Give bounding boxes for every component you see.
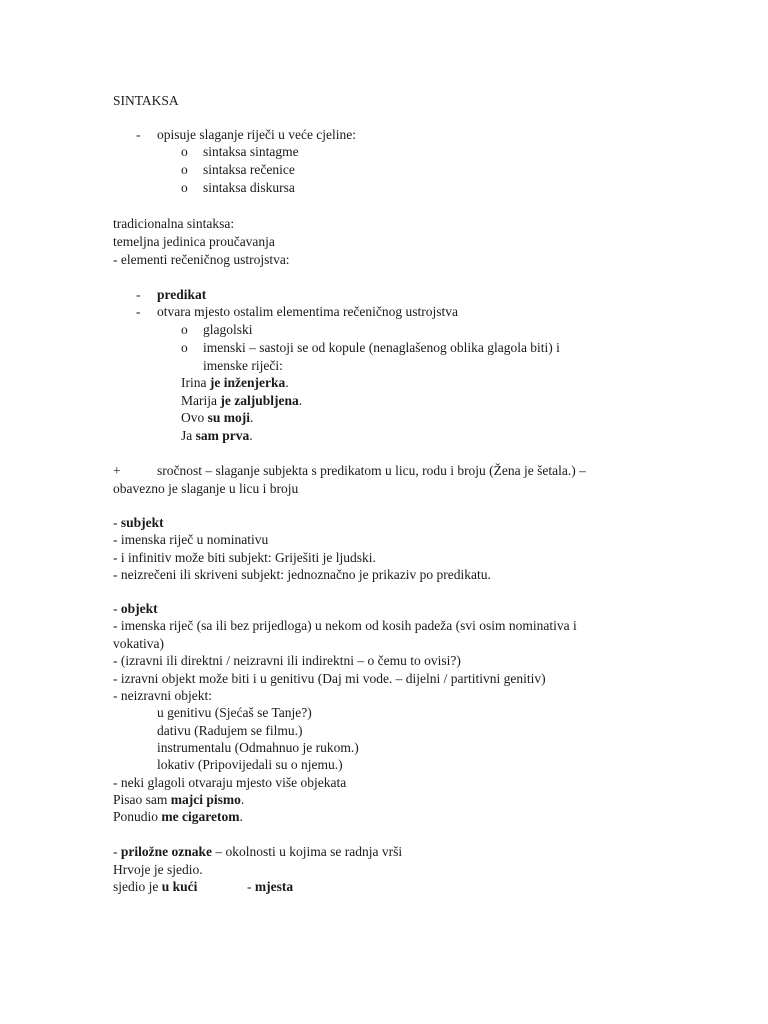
example-bold: je zaljubljena (220, 393, 299, 408)
text-line: - neki glagoli otvaraju mjesto više objekata (113, 775, 347, 790)
heading-dash: - (113, 601, 121, 616)
text-line: - elementi rečeničnog ustrojstva: (113, 252, 290, 267)
case-line: u genitivu (Sjećaš se Tanje?) (157, 705, 312, 720)
doc-title: SINTAKSA (113, 93, 179, 108)
example-text: Ovo (181, 410, 208, 425)
example-bold: sam prva (195, 428, 250, 443)
intro-bullet-text: opisuje slaganje riječi u veće cjeline: (157, 127, 357, 142)
sub-bullet-mark: o (181, 340, 188, 355)
text-line: - imenska riječ u nominativu (113, 532, 269, 547)
sub-bullet-text: sintaksa rečenice (203, 162, 295, 177)
subjekt-heading: subjekt (120, 515, 164, 530)
predikat-heading: predikat (157, 287, 207, 302)
example-text: Ponudio (113, 809, 162, 824)
example-text: Marija (181, 393, 221, 408)
sub-bullet-mark: o (181, 162, 188, 177)
adv-tag-line (247, 878, 293, 896)
sub-bullet-text: imenski – sastoji se od kopule (nenaglašenog oblika glagola biti) i (203, 340, 560, 355)
case-line: lokativ (Pripovijedali su o njemu.) (157, 757, 343, 772)
sub-bullet-text: sintaksa diskursa (203, 180, 295, 195)
text-line: vokativa) (113, 636, 164, 651)
objekt-heading: objekt (120, 601, 158, 616)
text-line: sročnost – slaganje subjekta s predikatom u licu, rodu i broju (Žena je šetala.) – (157, 463, 586, 478)
sub-bullet-text: sintaksa sintagme (203, 144, 299, 159)
case-line: instrumentalu (Odmahnuo je rukom.) (157, 740, 359, 755)
text-line: otvara mjesto ostalim elementima rečeničnog ustrojstva (157, 304, 459, 319)
sub-bullet-text: imenske riječi: (203, 358, 283, 373)
subjekt-heading-line (113, 514, 164, 532)
example-line (181, 427, 253, 445)
example-bold: u kući (161, 879, 198, 894)
example-bold: me cigaretom (161, 809, 240, 824)
bullet-dash: - (136, 304, 141, 319)
example-text: sjedio je (113, 879, 162, 894)
example-text: . (298, 393, 303, 408)
example-line (113, 878, 197, 896)
bullet-dash: - (136, 287, 141, 302)
objekt-heading-line (113, 600, 158, 618)
example-bold: je inženjerka (209, 375, 286, 390)
sub-bullet-mark: o (181, 180, 188, 195)
sub-bullet-mark: o (181, 144, 188, 159)
adv-heading-line (113, 843, 402, 861)
text-line: Hrvoje je sjedio. (113, 862, 203, 877)
example-line (181, 374, 289, 392)
example-bold: su moji (207, 410, 251, 425)
example-line (181, 392, 302, 410)
sub-bullet-text: glagolski (203, 322, 253, 337)
bullet-dash: - (136, 127, 141, 142)
case-line: dativu (Radujem se filmu.) (157, 723, 303, 738)
text-line: - i infinitiv može biti subjekt: Griješiti je ljudski. (113, 550, 376, 565)
text-line: obavezno je slaganje u licu i broju (113, 481, 299, 496)
text-line: - izravni objekt može biti i u genitivu (Daj mi vode. – dijelni / partitivni genitiv) (113, 671, 546, 686)
example-line (181, 409, 253, 427)
heading-dash: - (113, 515, 121, 530)
example-line (113, 808, 243, 826)
example-text: . (239, 809, 243, 824)
sub-bullet-mark: o (181, 322, 188, 337)
heading-rest: – okolnosti u kojima se radnja vrši (212, 844, 403, 859)
heading-dash: - (113, 844, 121, 859)
example-text: . (249, 428, 253, 443)
text-line: - neizravni objekt: (113, 688, 212, 703)
tag-dash: - (247, 879, 255, 894)
text-line: - (izravni ili direktni / neizravni ili indirektni – o čemu to ovisi?) (113, 653, 461, 668)
example-text: . (240, 792, 245, 807)
example-text: Irina (181, 375, 210, 390)
example-line (113, 791, 244, 809)
adv-tag: mjesta (254, 879, 294, 894)
text-line: - imenska riječ (sa ili bez prijedloga) u nekom od kosih padeža (svi osim nominativa i (113, 618, 577, 633)
text-line: temeljna jedinica proučavanja (113, 234, 275, 249)
example-text: . (250, 410, 254, 425)
text-line: tradicionalna sintaksa: (113, 216, 235, 231)
adv-heading: priložne oznake (120, 844, 212, 859)
example-text: Pisao sam (113, 792, 171, 807)
plus-mark: + (113, 463, 121, 478)
example-text: . (285, 375, 289, 390)
example-bold: majci pismo (170, 792, 241, 807)
example-text: Ja (181, 428, 196, 443)
text-line: - neizrečeni ili skriveni subjekt: jednoznačno je prikaziv po predikatu. (113, 567, 491, 582)
